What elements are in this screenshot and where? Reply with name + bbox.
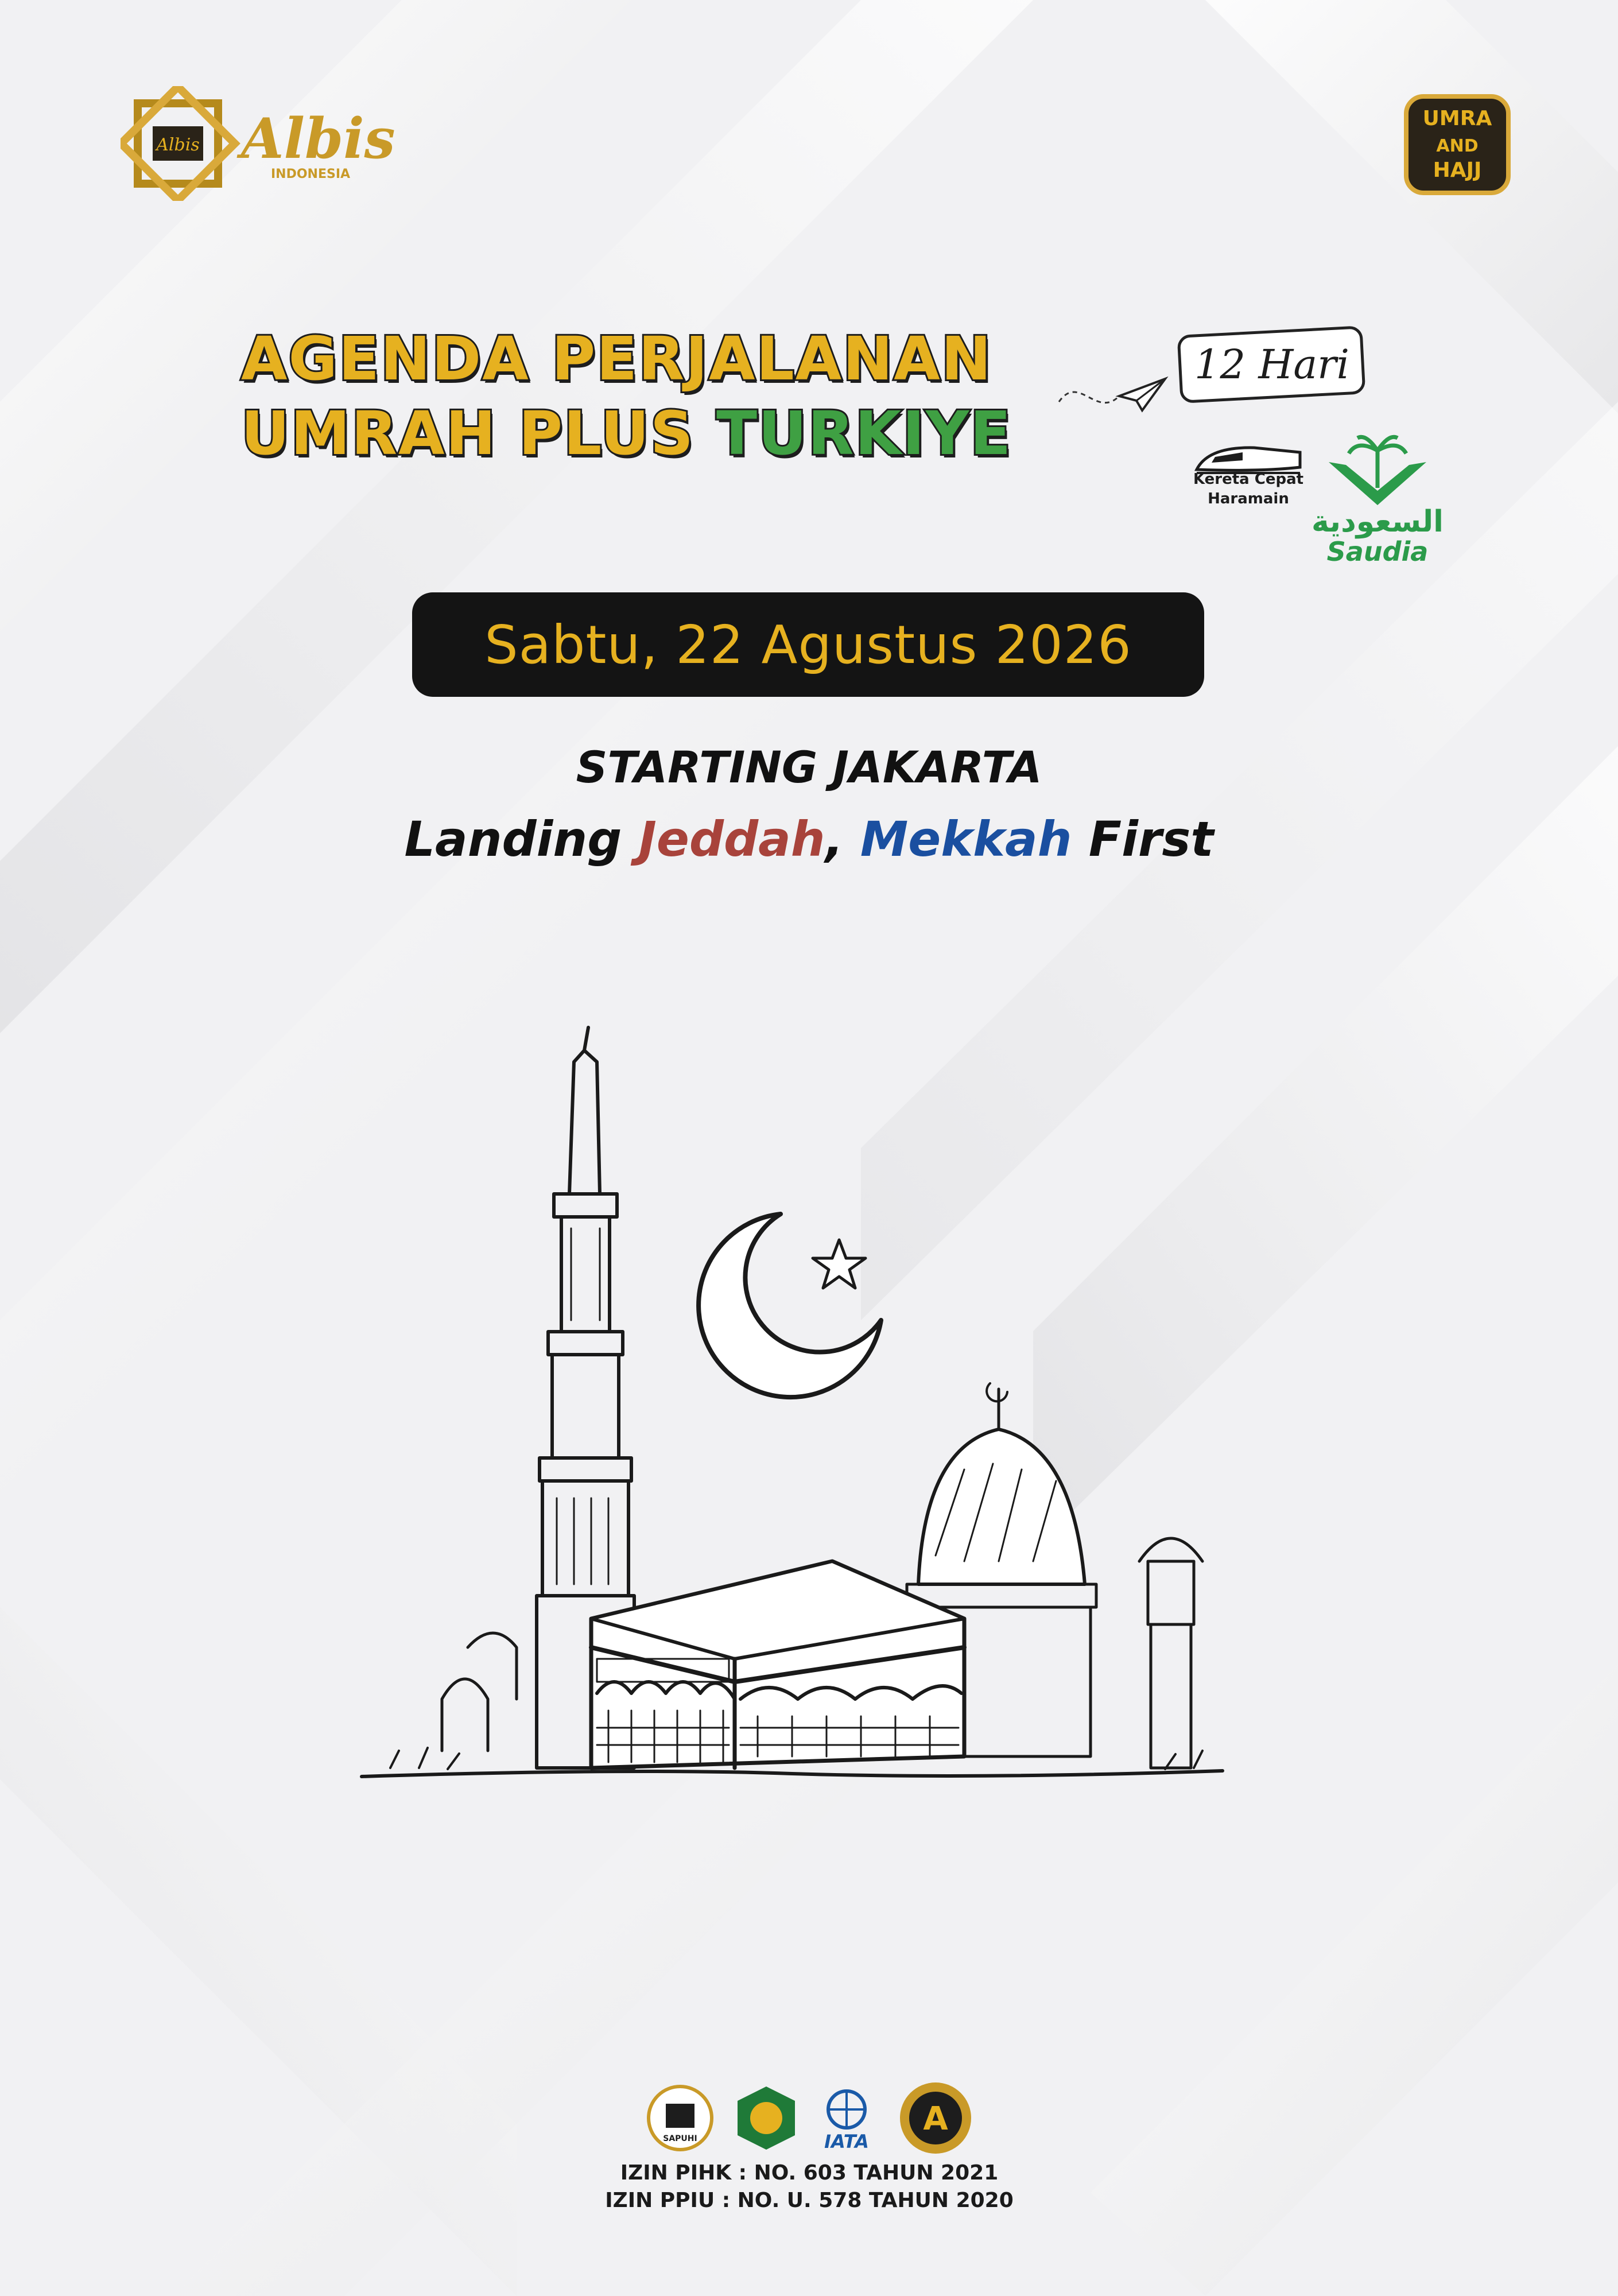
svg-text:A: A	[923, 2100, 948, 2138]
starting-city: STARTING JAKARTA	[576, 742, 1042, 793]
duration-badge	[1174, 321, 1369, 408]
permit-ppiu: IZIN PPIU : NO. U. 578 TAHUN 2020	[605, 2189, 1014, 2212]
title-line-1: AGENDA PERJALANAN	[241, 324, 992, 394]
permit-pihk: IZIN PIHK : NO. 603 TAHUN 2021	[620, 2161, 999, 2185]
saudia-name: Saudia	[1326, 536, 1429, 567]
saudia-arabic-name: السعودية	[1312, 505, 1444, 539]
logo-line-umra: UMRA	[1422, 107, 1492, 130]
city-jeddah: Jeddah	[638, 811, 825, 867]
albis-emblem-text: Albis	[156, 135, 200, 155]
train-label-line-1: Kereta Cepat	[1193, 471, 1304, 488]
accreditation-badges	[643, 2078, 987, 2158]
saudia-palm-icon	[1323, 433, 1432, 508]
departure-date: Sabtu, 22 Agustus 2026	[484, 614, 1132, 676]
train-label	[1171, 470, 1326, 509]
albis-subtitle: INDONESIA	[271, 167, 351, 181]
route-separator: ,	[825, 811, 860, 867]
title-line-2	[241, 396, 1102, 471]
departure-date-badge	[412, 592, 1204, 697]
iata-badge-icon	[824, 2091, 869, 2152]
train-label-line-2: Haramain	[1208, 490, 1289, 507]
iata-badge-label: IATA	[824, 2131, 869, 2152]
city-mekkah: Mekkah	[860, 811, 1072, 867]
landing-prefix: Landing	[404, 811, 639, 867]
landing-suffix: First	[1072, 811, 1214, 867]
page-title	[241, 321, 1102, 471]
landing-route	[230, 809, 1388, 869]
title-highlight-turkiye: TURKIYE	[716, 398, 1012, 468]
sapuhi-badge-icon	[649, 2086, 712, 2150]
duration-label: 12 Hari	[1194, 341, 1349, 388]
umrah-hajj-logo	[1403, 93, 1512, 196]
license-info	[459, 2159, 1159, 2214]
kemenag-badge-icon	[738, 2086, 795, 2150]
logo-line-hajj: HAJJ	[1433, 158, 1482, 182]
kaaba-mosque-sketch	[344, 1010, 1240, 1791]
title-line-2-part-1: UMRAH PLUS	[241, 398, 717, 468]
paper-plane-icon	[1056, 356, 1171, 430]
sapuhi-badge-label: SAPUHI	[663, 2134, 697, 2143]
accredited-badge-icon	[900, 2082, 971, 2154]
albis-wordmark: Albis	[241, 106, 395, 171]
albis-logo	[121, 86, 419, 201]
logo-line-and: AND	[1436, 136, 1479, 156]
